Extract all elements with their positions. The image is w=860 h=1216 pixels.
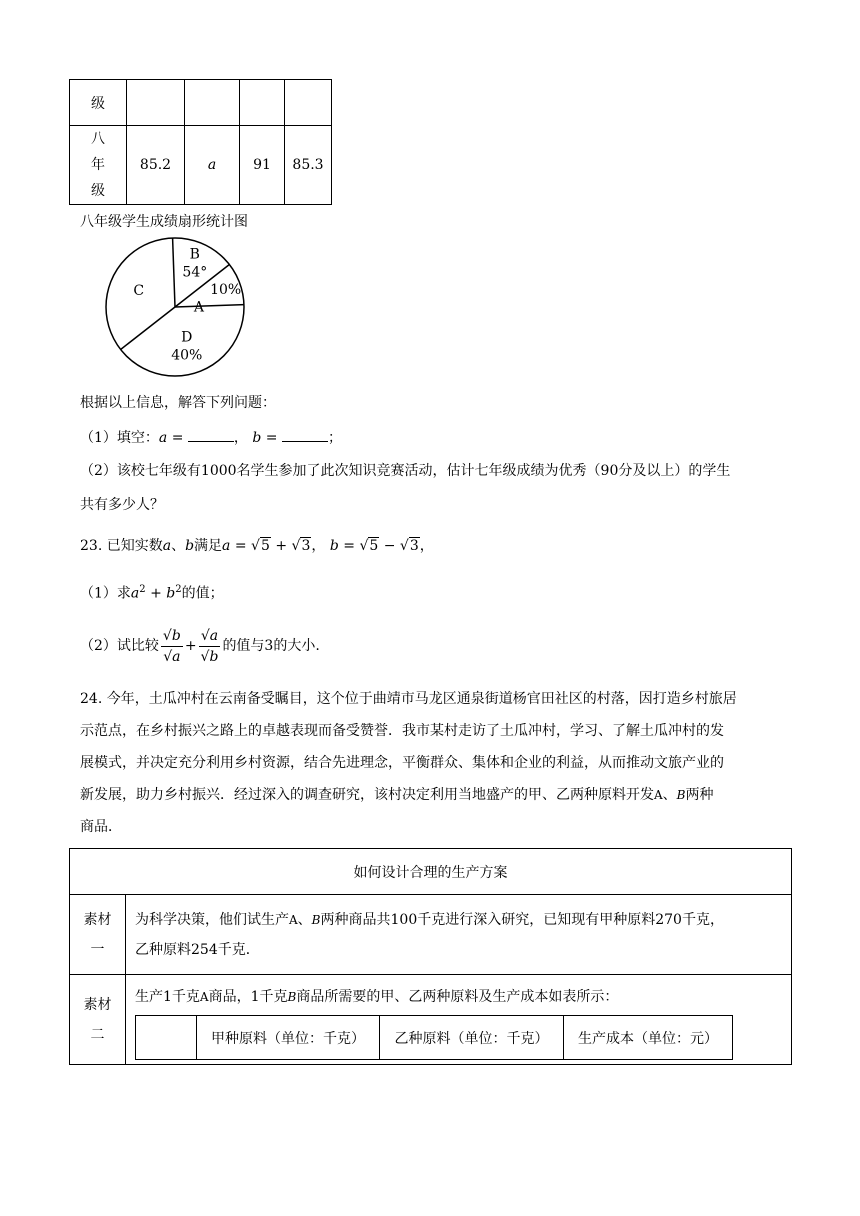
material-2-content: 生产1千克A商品，1千克B商品所需要的甲、乙两种原料及生产成本如表所示： 甲种原料（单位：千克） 乙种原料（单位：千克） 生产成本（单位：元） (126, 975, 792, 1065)
slice-value-D: 40% (171, 347, 203, 364)
table-cell (127, 80, 185, 126)
inner-header-cell: 乙种原料（单位：千克） (380, 1016, 564, 1060)
table-cell (240, 80, 285, 126)
table-title: 如何设计合理的生产方案 (70, 849, 792, 895)
table-cell (285, 80, 332, 126)
pie-slice-boundary-D (175, 305, 244, 307)
table-cell: 85.2 (127, 126, 185, 205)
material-1-label: 素材 一 (70, 895, 126, 975)
score-table (69, 79, 332, 205)
table-cell: 85.3 (285, 126, 332, 205)
slice-label-D: D (181, 329, 193, 346)
inner-header-cell: 生产成本（单位：元） (564, 1016, 733, 1060)
question-1: （1）填空：a = ， b = ； (80, 427, 342, 448)
problem-24-line5: 商品． (80, 819, 122, 835)
pie-slice-boundary-B (173, 238, 175, 307)
slice-label-A: A (193, 299, 204, 316)
problem-24-line1: 24. 今年，土瓜冲村在云南备受瞩目，这个位于曲靖市马龙区通泉街道杨官田社区的村落，因打造乡村旅居 (80, 691, 737, 707)
question-2-line2: 共有多少人？ (80, 497, 164, 513)
slice-value-A: 10% (210, 282, 242, 299)
inner-header-cell: 甲种原料（单位：千克） (197, 1016, 380, 1060)
table-cell: 级 (70, 80, 127, 126)
inner-material-table (135, 1015, 733, 1060)
pie-title: 八年级学生成绩扇形统计图 (80, 214, 248, 230)
pie-chart (95, 232, 255, 382)
table-cell (185, 80, 240, 126)
table-cell: a (185, 126, 240, 205)
slice-label-B: B (189, 246, 200, 263)
table-cell: 91 (240, 126, 285, 205)
material-1-content: 为科学决策，他们试生产A、B两种商品共100千克进行深入研究，已知现有甲种原料270千克， 乙种原料254千克． (126, 895, 792, 975)
answer-blank-b[interactable] (282, 427, 328, 442)
pie-slice-boundary-C (121, 307, 175, 349)
problem-23-sub1: （1）求$a^2 + b^2$的值； (80, 584, 224, 602)
problem-24-line2: 示范点，在乡村振兴之路上的卓越表现而备受赞誉．我市某村走访了土瓜冲村，学习、了解土瓜冲村的发 (80, 723, 724, 739)
problem-24-line3: 展模式，并决定充分利用乡村资源，结合先进理念，平衡群众、集体和企业的利益，从而推动文旅产业的 (80, 755, 724, 771)
slice-value-B: 54° (182, 264, 208, 281)
answer-blank-a[interactable] (188, 427, 234, 442)
material-2-label: 素材 二 (70, 975, 126, 1065)
inner-header-cell (136, 1016, 197, 1060)
problem-23-sub2: （2）试比较 $\frac{√b}{√a}$ + $\frac{√a}{√b}$ 的值与3的大小. (80, 627, 320, 665)
grade-cell: 八年级 (70, 126, 127, 205)
problem-24-line4: 新发展，助力乡村振兴．经过深入的调查研究，该村决定利用当地盛产的甲、乙两种原料开发A、B两种 (80, 787, 714, 803)
question-2-line1: （2）该校七年级有1000名学生参加了此次知识竞赛活动，估计七年级成绩为优秀（90分及以上）的学生 (80, 463, 731, 479)
intro-text: 根据以上信息，解答下列问题： (80, 395, 276, 411)
problem-23: 23. 已知实数a、b满足a = √5 + √3， b = √5 − √3， (80, 538, 434, 554)
slice-label-C: C (133, 283, 145, 300)
production-plan-table (69, 848, 792, 1065)
